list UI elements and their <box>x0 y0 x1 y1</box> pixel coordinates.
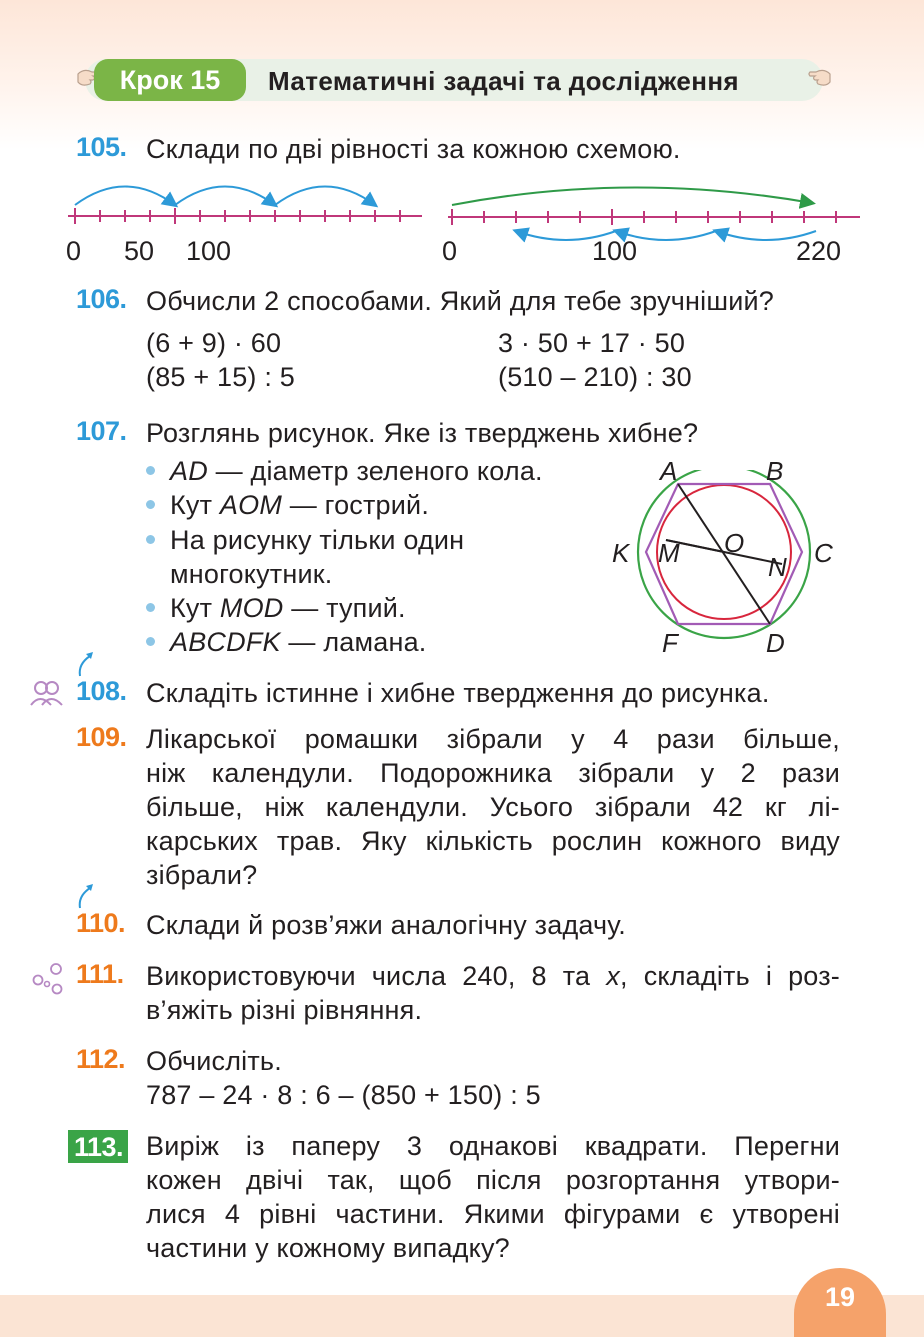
expression: (510 – 210) : 30 <box>498 362 692 392</box>
task-text-line: Обчисліть. <box>146 1046 282 1076</box>
statement: Кут MOD — тупий. <box>170 593 406 623</box>
step-badge: Крок 15 <box>94 59 246 101</box>
expression: (85 + 15) : 5 <box>146 362 295 392</box>
task-text: Розглянь рисунок. Яке із тверджень хибне? <box>146 418 699 448</box>
task-number: 106. <box>76 284 127 314</box>
task-text-line: кожен двічі так, щоб після розгортання утвори- <box>146 1165 840 1195</box>
statement: Кут AOM — гострий. <box>170 490 430 520</box>
task-text: Склади по дві рівності за кожною схемою. <box>146 134 681 164</box>
task-text-line: лися 4 рівні частини. Якими фігурами є утворені <box>146 1199 840 1229</box>
statement: На рисунку тільки один <box>170 525 465 555</box>
axis-label: 0 <box>66 236 82 266</box>
bullet <box>146 535 155 544</box>
point-label: F <box>662 628 678 658</box>
bullet <box>146 603 155 612</box>
task-text-line: Виріж із паперу 3 однакові квадрати. Перегни <box>146 1131 840 1161</box>
task-number: 105. <box>76 132 127 162</box>
task-number: 112. <box>76 1044 126 1074</box>
task-number: 108. <box>76 676 127 706</box>
point-label: A <box>660 456 678 486</box>
point-label: M <box>658 538 680 568</box>
statement-continuation: многокутник. <box>170 559 333 589</box>
axis-label: 100 <box>186 236 232 266</box>
bubbles-icon <box>28 962 64 998</box>
point-label: O <box>724 528 745 558</box>
footer-background <box>0 1295 924 1337</box>
task-text-line: Використовуючи числа 240, 8 та x, складіть і роз- <box>146 961 840 991</box>
point-label: K <box>612 538 630 568</box>
axis-label: 100 <box>592 236 638 266</box>
people-icon <box>28 678 66 708</box>
task-text-line: в’яжіть різні рівняння. <box>146 995 423 1025</box>
task-text: Складіть істинне і хибне твердження до рисунка. <box>146 678 770 708</box>
page-number: 19 <box>794 1268 886 1337</box>
point-label: D <box>766 628 785 658</box>
bullet <box>146 637 155 646</box>
axis-label: 0 <box>442 236 458 266</box>
task-number: 109. <box>76 722 127 752</box>
bullet <box>146 466 155 475</box>
pointing-hand-icon <box>808 64 834 96</box>
task-text-line: карських трав. Яку кількість рослин кожного виду <box>146 826 840 856</box>
axis-label: 220 <box>796 236 842 266</box>
task-text-line: Лікарської ромашки зібрали у 4 рази більше, <box>146 724 840 754</box>
expression: 787 – 24 · 8 : 6 – (850 + 150) : 5 <box>146 1080 541 1110</box>
task-number: 111. <box>76 959 124 989</box>
task-text-line: ніж календули. Подорожника зібрали у 2 рази <box>146 758 840 788</box>
page-title: Математичні задачі та дослідження <box>268 66 739 96</box>
task-number: 107. <box>76 416 127 446</box>
point-label: B <box>766 456 784 486</box>
point-label: N <box>768 552 787 582</box>
task-number: 110. <box>76 908 126 938</box>
pencil-arrow-icon <box>74 650 96 678</box>
number-line-left <box>60 170 430 230</box>
task-text-line: зібрали? <box>146 860 258 890</box>
task-text: Обчисли 2 способами. Який для тебе зручніший? <box>146 286 775 316</box>
bullet <box>146 500 155 509</box>
expression: (6 + 9) · 60 <box>146 328 282 358</box>
statement: AD — діаметр зеленого кола. <box>170 456 543 486</box>
point-label: C <box>814 538 833 568</box>
task-text-line: більше, ніж календули. Усього зібрали 42 кг лі- <box>146 792 840 822</box>
axis-label: 50 <box>124 236 155 266</box>
task-text-line: частини у кожному випадку? <box>146 1233 510 1263</box>
statement: ABCDFK — ламана. <box>170 627 427 657</box>
pencil-arrow-icon <box>74 882 96 910</box>
task-number: 113. <box>68 1130 128 1163</box>
expression: 3 · 50 + 17 · 50 <box>498 328 686 358</box>
task-text: Склади й розв’яжи аналогічну задачу. <box>146 910 627 940</box>
